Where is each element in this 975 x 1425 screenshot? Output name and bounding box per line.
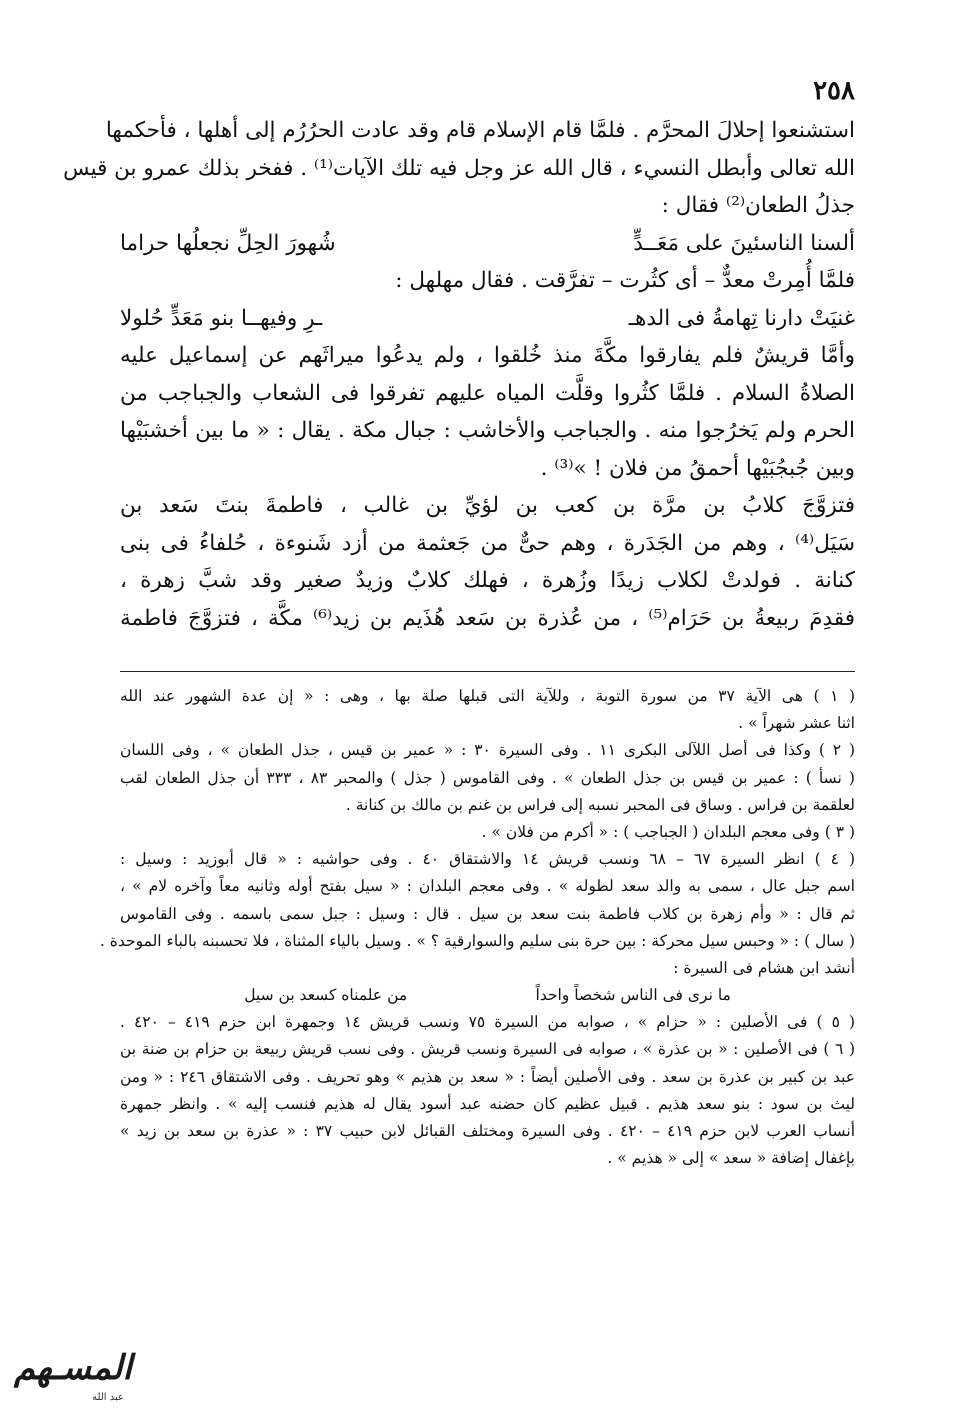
text-line: جذلُ الطعان⁽²⁾ فقال : (661, 193, 855, 218)
footnotes (99, 683, 856, 1172)
footnote-line: ( ٣ ) وفى معجم البلدان ( الجباجب ) : « أكرم من فلان » . (481, 822, 855, 841)
poem-verse (120, 225, 855, 263)
stamp-subtext: عبد الله (92, 1392, 124, 1403)
footnote-line: ( نسأ ) : عمير بن قيس بن جذل الطعان » . وفى القاموس ( جذل ) والمحبر ٨٣ ، ٣٣٣ أن جذل الطعان لقب (120, 768, 855, 787)
footnote-line: اثنا عشر شهراً » . (738, 714, 855, 733)
verse-second-hemistich: شُهورَ الحِلِّ نجعلُها حراما (120, 230, 336, 256)
text-line: وأمَّا قريشٌ فلم يفارقوا مكَّةَ منذ خُلقوا ، ولم يدعُوا ميراثَهم عن إسماعيل عليه (120, 343, 855, 368)
footnote-verse (120, 982, 855, 1009)
footnote-line: ( ٥ ) فى الأصلين : « حزام » ، صوابه من السيرة ٧٥ ونسب قريش ١٤ وجمهرة ابن حزم ٤١٩ – ٤٢٠ . (120, 1013, 855, 1032)
verse-first-hemistich: ما نرى فى الناس شخصاً واحداً (535, 986, 731, 1005)
text-line: كنانة . فولدتْ لكلاب زيدًا وزُهرة ، فهلك كلابٌ وزيدٌ صغير وقد شبَّ زهرة ، (120, 568, 855, 593)
text-line: سَيَل⁽⁴⁾ ، وهم من الجَدَرة ، وهم حىٌّ من جَعثمة من أزد شَنوءة ، حُلفاءُ فى بنى (120, 530, 855, 556)
page-number: ٢٥٨ (813, 76, 855, 106)
text-line: الله تعالى وأبطل النسيء ، قال الله عز وجل فيه تلك الآيات⁽¹⁾ . ففخر بذلك عمرو بن قيس (63, 155, 855, 181)
footnote-line: ( ٤ ) انظر السيرة ٦٧ – ٦٨ ونسب قريش ١٤ والاشتقاق ٤٠ . وفى حواشيه : « قال أبوزيد : وسيل : (120, 850, 855, 869)
text-line: فقدِمَ ربيعةُ بن حَرَام⁽⁵⁾ ، من عُذرة بن سَعد هُذَيم بن زيد⁽⁶⁾ مكَّة ، فتزوَّجَ فاطمة (120, 605, 855, 631)
text-line: استشنعوا إحلالَ المحرَّم . فلمَّا قام الإسلام قام وقد عادت الحرُرُم إلى أهلها ، فأحكمها (105, 118, 855, 143)
verse-second-hemistich: من علمناه كسعد بن سيل (244, 986, 408, 1005)
text-line: الصلاةُ السلام . فلمَّا كثُروا وقلَّت المياه عليهم تفرقوا فى الشعاب والجباجب من (120, 380, 855, 406)
footnote-line: ( ٢ ) وكذا فى أصل اللآلى البكرى ١١ . وفى السيرة ٣٠ : « عمير بن قيس ، جذل الطعان » ، وفى اللسان (120, 741, 856, 760)
text-line: الحرم ولم يَخرُجوا منه . والجباجب والأخاشب : جبال مكة . يقال : « ما بين أخشبَيْها (120, 418, 855, 443)
footnote-line: اسم جبل عال ، سمى به والد سعد لطوله » . وفى معجم البلدان : « سيل بفتح أوله وثانيه معاً وآخره لام » ، (120, 877, 855, 896)
footnote-line: عبد بن كبير بن عذرة بن سعد . وفى الأصلين أيضاً : « سعد بن هذيم » وهو تحريف . وفى الاشتقاق ٢٤٦ : « ومن (120, 1067, 855, 1086)
poem-verse (120, 300, 855, 338)
verse-second-hemistich: ـرِ وفيهــا بنو مَعَدٍّ حُلولا (120, 305, 323, 331)
footnote-line: ليث بن سود : بنو سعد هذيم . قبيل عظيم كان حضنه عبد أسود يقال له هذيم فنسب إليه » . وانظر جمهرة (120, 1094, 855, 1113)
footnote-line: ( ٦ ) فى الأصلين : « بن عذرة » ، صوابه فى السيرة ونسب قريش . وفى نسب قريش ربيعة بن حزام بن ضنة بن (120, 1040, 855, 1059)
text-line: فتزوَّجَ كلابُ بن مرَّة بن كعب بن لؤيِّ بن غالب ، فاطمةَ بنتَ سَعد بن (120, 493, 855, 518)
text-line: فلمَّا أُمِرتْ معدٌّ – أى كثُرت – تفرَّقت . فقال مهلهل : (395, 268, 855, 293)
footnote-line: لعلقمة بن فراس . وساق فى المحبر نسبه إلى فراس بن غنم بن مالك بن كنانة . (345, 795, 855, 814)
verse-first-hemistich: غنيَتْ دارنا تِهامةُ فى الدهـ (628, 305, 855, 331)
footnote-line: أنساب العرب لابن حزم ٤١٩ – ٤٢٠ . وفى السيرة ومختلف القبائل لابن حبيب ٣٧ : « عذرة بن سعد بن زيد » (120, 1122, 855, 1140)
footnote-line: ثم قال : « وأم زهرة بن كلاب فاطمة بنت سعد بن سيل . قال : وسيل : جبل سمى باسمه . وفى القاموس (120, 904, 855, 923)
footnote-line: ( ١ ) هى الآية ٣٧ من سورة التوبة ، وللآية التى قبلها صلة بها ، وهى : « إن عدة الشهور عند الله (120, 687, 855, 705)
main-text (63, 112, 855, 637)
footnote-line: ( سال ) : « وحبس سيل محركة : بين حرة بنى سليم والسوارقية ؟ » . وسيل بالياء المثناة ، فلا تحسبنه بالباء الموحدة . (99, 931, 855, 950)
verse-first-hemistich: ألسنا الناسئينَ على مَعَــدٍّ (633, 230, 855, 256)
footnote-line: أنشد ابن هشام فى السيرة : (673, 958, 855, 977)
footnote-line: بإغفال إضافة « سعد » إلى « هذيم » . (607, 1149, 855, 1168)
footnote-divider (120, 671, 855, 672)
text-line: وبين جُبجُبَيْها أحمقُ من فلان ! »⁽³⁾ . (540, 455, 855, 481)
library-stamp (14, 1348, 132, 1410)
stamp-text: المسـهم (13, 1348, 132, 1388)
